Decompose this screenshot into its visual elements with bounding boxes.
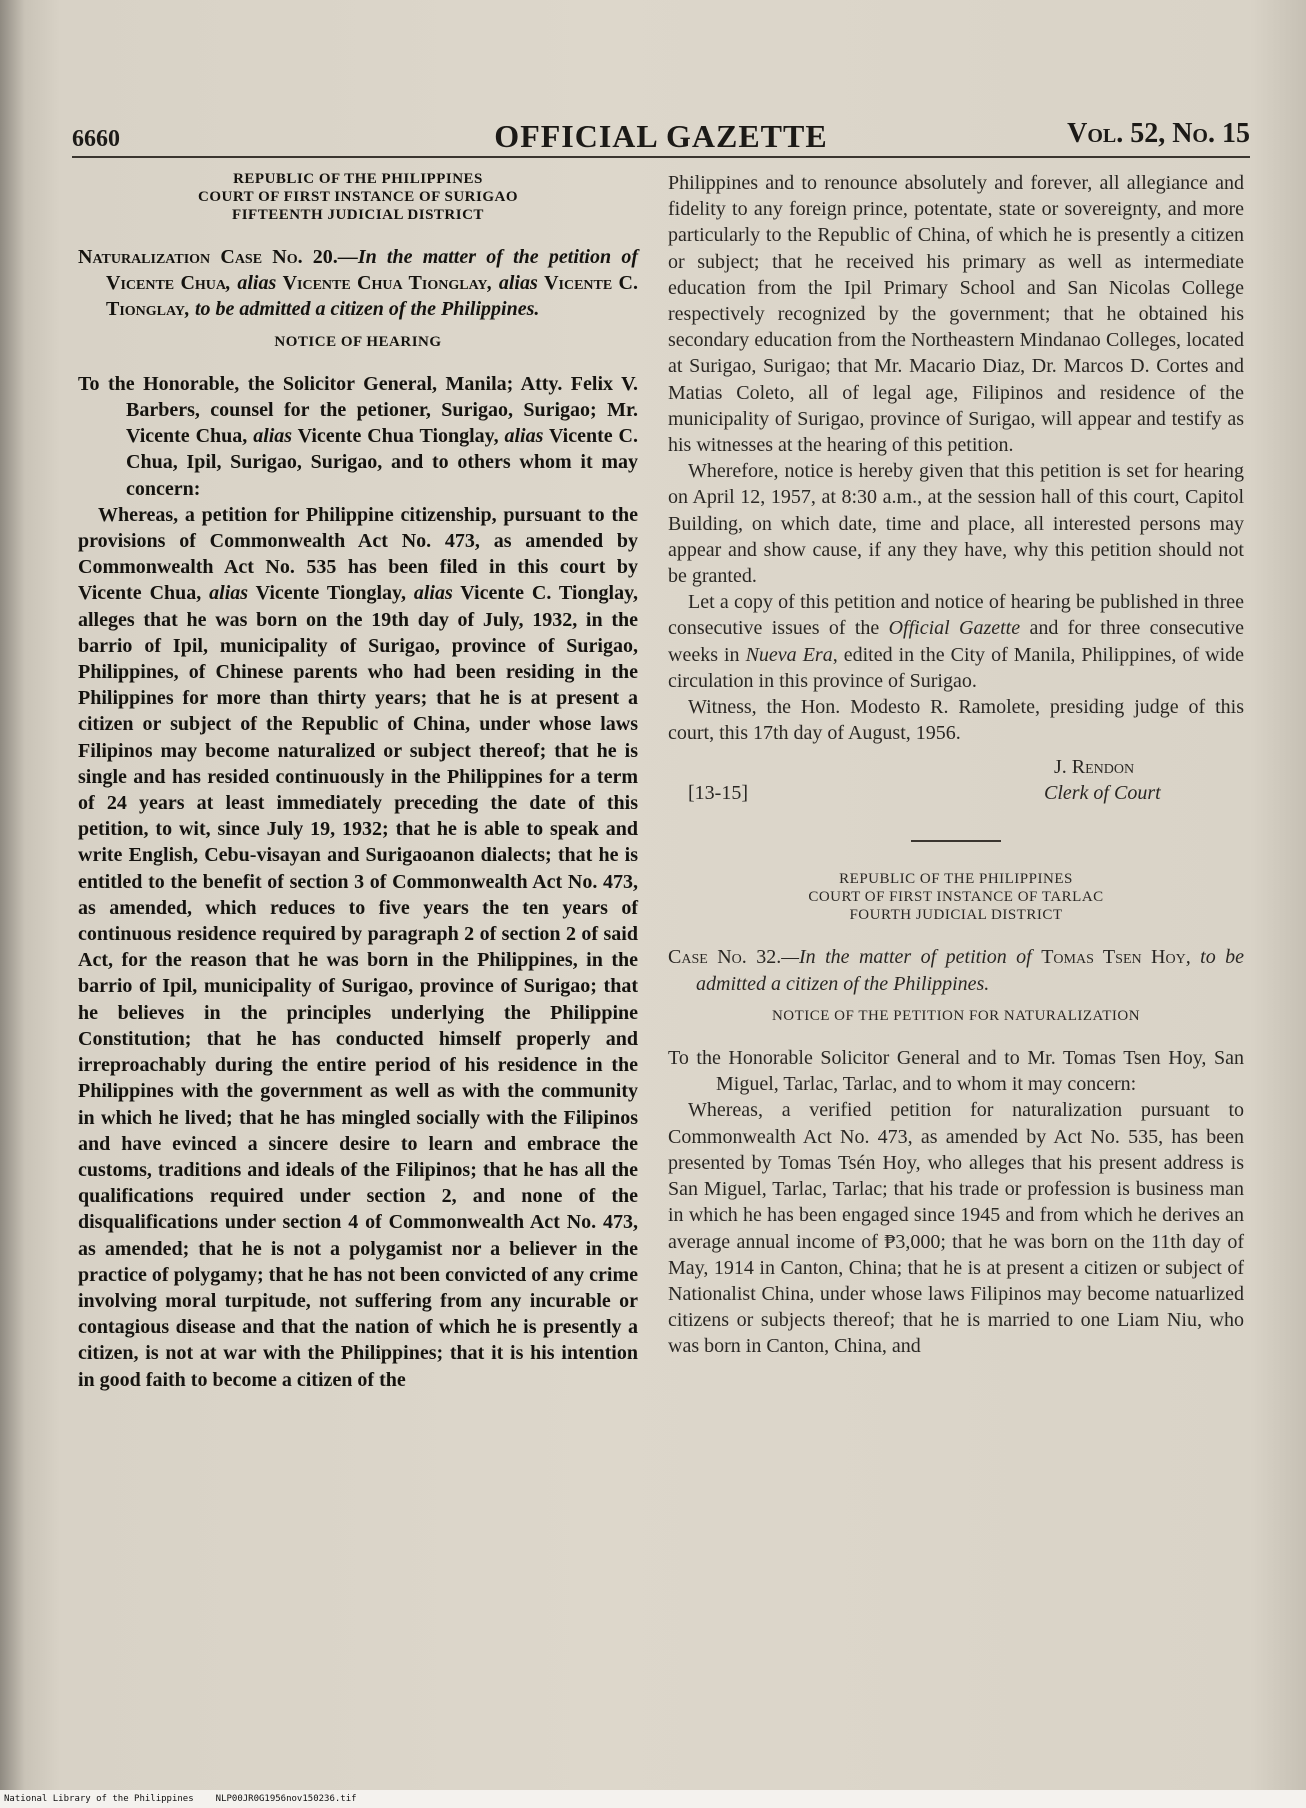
- issue-reference: [13-15]: [688, 782, 748, 805]
- court-line-3: FIFTEENTH JUDICIAL DISTRICT: [232, 207, 484, 223]
- notice-heading-2: NOTICE OF THE PETITION FOR NATURALIZATION: [771, 1007, 1141, 1024]
- case2-text-2: , to be admitted a citizen of the Philippines.: [696, 946, 1245, 995]
- address-alias-1: alias: [253, 425, 293, 448]
- address-text-1: To the Honorable, the Solicitor General, Manila; Atty. Felix V. Barbers, counsel for the petioner, Surigao, Surigao; Mr. Vicente Chua,: [78, 372, 638, 448]
- case2-petitioner: Tomas Tsen Hoy: [1041, 946, 1186, 969]
- wherefore-paragraph: Wherefore, notice is hereby given that this petition is set for hearing on April 12, 1957, at 8:30 a.m., at the session hall of this court, Capitol Building, on which date, time and place, all interested persons may appear and show cause, if any they have, why this petition should not be granted.: [668, 460, 1244, 588]
- clerk-name: J. Rendon: [1054, 756, 1135, 779]
- library-credit: National Library of the Philippines: [4, 1794, 194, 1804]
- body-text-2: Vicente Tionglay,: [248, 582, 414, 605]
- court2-line-1: REPUBLIC OF THE PHILIPPINES: [839, 871, 1073, 888]
- publication-text-3: , edited in the City of Manila, Philippines, of wide circulation in this province of Surigao.: [668, 643, 1244, 692]
- section-divider: [911, 840, 1001, 842]
- case-title-2: [668, 944, 1244, 996]
- petitioner-3: Vicente C. Tionglay: [106, 272, 638, 321]
- continuation-paragraph: Philippines and to renounce absolutely and forever, all allegiance and fidelity to any foreign prince, potentate, state or sovereignty, and more particularly to the Republic of China, of which he is presently a citizen or subject; that he received his primary as well as intermediate education from the Ipil Primary School and San Nicolas College respectively recognized by the government; that he obtained his secondary education from the Northeastern Mindanao Colleges, located at Surigao, Surigao; that Mr. Macario Diaz, Dr. Marcos D. Cortes and Matias Coleto, all of legal age, Filipinos and residence of the municipality of Surigao, province of Surigao, will appear and testify as his witnesses at the hearing of this petition.: [668, 172, 1244, 457]
- court-heading-2: [668, 870, 1244, 924]
- petition-body-2: Whereas, a verified petition for naturalization pursuant to Commonwealth Act No. 473, as amended by Act No. 535, has been presented by Tomas Tsén Hoy, who alleges that his present address is San Miguel, Tarlac, Tarlac; that his trade or profession is business man in which he has been engaged since 1945 and from which he derives an average annual income of ₱3,000; that he was born on the 11th day of May, 1914 in Canton, China; that he is at present a citizen or subject of Nationalist China, under whose laws Filipinos may become natuarlized citizens or subjects thereof; that he is married to one Liam Niu, who was born in Canton, China, and: [668, 1099, 1244, 1358]
- page-number: 6660: [72, 126, 120, 152]
- header-rule: [72, 156, 1250, 158]
- case-title: [78, 244, 638, 323]
- court-line-1: REPUBLIC OF THE PHILIPPINES: [233, 171, 483, 187]
- address-block: [78, 371, 638, 502]
- scan-footer: [0, 1790, 1306, 1808]
- alias-1: , alias: [226, 272, 283, 295]
- court2-line-2: COURT OF FIRST INSTANCE OF TARLAC: [808, 889, 1104, 906]
- right-column: [668, 170, 1244, 1360]
- body-text-1: Whereas, a petition for Philippine citizenship, pursuant to the provisions of Commonwealth Act No. 473, as amended by Commonwealth Act No. 535 has been filed in this court by Vicente Chua,: [78, 503, 638, 605]
- address-text-3: Vicente C. Chua, Ipil, Surigao, Surigao, and to others whom it may concern:: [126, 425, 638, 500]
- case-text-2: , to be admitted a citizen of the Philippines.: [184, 298, 540, 321]
- publication-text-2: and for three consecutive weeks in: [668, 617, 1245, 666]
- case2-label: Case No. 32.: [668, 946, 782, 969]
- newspaper-name: Nueva Era: [745, 643, 833, 666]
- body-alias-1: alias: [209, 582, 249, 605]
- gazette-name: Official Gazette: [888, 617, 1021, 640]
- petitioner-2: Vicente Chua Tionglay: [282, 272, 488, 295]
- case2-text-1: —In the matter of petition of: [781, 946, 1042, 969]
- notice-heading: NOTICE OF HEARING: [274, 333, 442, 350]
- alias-2: , alias: [487, 272, 545, 295]
- case-label: Naturalization Case No. 20.: [78, 246, 338, 268]
- publication-paragraph: [668, 589, 1244, 694]
- left-column: [78, 170, 638, 1393]
- court-heading: [78, 170, 638, 224]
- body-alias-2: alias: [413, 582, 453, 605]
- address-block-2: To the Honorable Solicitor General and to Mr. Tomas Tsen Hoy, San Miguel, Tarlac, Tarlac, and to whom it may concern:: [668, 1047, 1244, 1096]
- address-alias-2: alias: [504, 425, 544, 448]
- running-title: OFFICIAL GAZETTE: [494, 118, 828, 154]
- publication-text-1: Let a copy of this petition and notice of hearing be published in three consecutive issues of the: [668, 591, 1244, 640]
- volume-number: Vol. 52, No. 15: [1067, 118, 1250, 149]
- court-line-2: COURT OF FIRST INSTANCE OF SURIGAO: [198, 189, 518, 205]
- case-text-1: —In the matter of the petition of: [337, 246, 638, 268]
- petition-body: [78, 502, 638, 1393]
- page-header: [72, 112, 1250, 152]
- clerk-title: Clerk of Court: [1044, 782, 1161, 805]
- address-text-2: Vicente Chua Tionglay,: [292, 425, 505, 448]
- court2-line-3: FOURTH JUDICIAL DISTRICT: [849, 907, 1063, 924]
- body-text-3: Vicente C. Tionglay, alleges that he was born on the 19th day of July, 1932, in the barrio of Ipil, municipality of Surigao, province of Surigao, Philippines, of Chinese parents who had been residing in the Philippines for more than thirty years; that he is at present a citizen or subject of the Republic of China, under whose laws Filipinos may become naturalized or subject thereof; that he is single and has resided continuously in the Philippines for a term of 24 years at least immediately preceding the date of this petition, to wit, since July 19, 1932; that he is able to speak and write English, Cebu-visayan and Surigaoanon dialects; that he is entitled to the benefit of section 3 of Commonwealth Act No. 473, as amended, which reduces to five years the ten years of continuous residence required by paragraph 2 of section 2 of said Act, for the reason that he was born in the Philippines, in the barrio of Ipil, municipality of Surigao, province of Surigao; that he believes in the principles underlying the Philippine Constitution; that he has conducted himself properly and irreproachably during the entire period of his residence in the Philippines with the government as well as with the community in which he lived; that he has mingled socially with the Filipinos and have evinced a sincere desire to learn and embrace the customs, traditions and ideals of the Filipinos; that he has all the qualifications required under section 2, and none of the disqualifications under section 4 of Commonwealth Act No. 473, as amended; that he is not a polygamist nor a believer in the practice of polygamy; that he has not been convicted of any crime involving moral turpitude, not suffering from any incurable or contagious disease and that the nation of which he is presently a citizen, is not at war with the Philippines; that it is his intention in good faith to become a citizen of the: [78, 582, 638, 1391]
- signature-block: [668, 754, 1244, 814]
- witness-paragraph: Witness, the Hon. Modesto R. Ramolete, presiding judge of this court, this 17th day of August, 1956.: [668, 696, 1244, 745]
- scan-filename: NLP00JR0G1956nov150236.tif: [215, 1794, 357, 1804]
- petitioner-1: Vicente Chua: [106, 272, 227, 295]
